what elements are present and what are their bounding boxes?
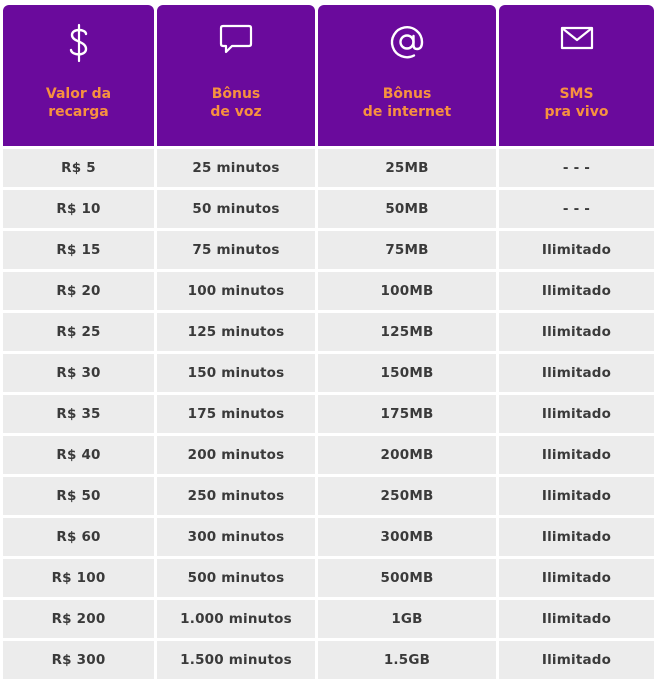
table-header xyxy=(3,5,657,146)
cell-internet: 100MB xyxy=(318,272,496,310)
cell-valor: R$ 25 xyxy=(3,313,154,351)
cell-sms: Ilimitado xyxy=(499,518,654,556)
cell-sms: Ilimitado xyxy=(499,641,654,679)
table-row xyxy=(3,190,657,228)
cell-voz: 1.500 minutos xyxy=(157,641,315,679)
cell-voz: 125 minutos xyxy=(157,313,315,351)
cell-sms: Ilimitado xyxy=(499,395,654,433)
cell-sms: - - - xyxy=(499,149,654,187)
cell-internet: 25MB xyxy=(318,149,496,187)
cell-valor: R$ 300 xyxy=(3,641,154,679)
recharge-table xyxy=(3,5,657,679)
cell-valor: R$ 200 xyxy=(3,600,154,638)
header-label: Bônus de voz xyxy=(210,86,262,120)
cell-voz: 75 minutos xyxy=(157,231,315,269)
cell-valor: R$ 30 xyxy=(3,354,154,392)
cell-internet: 50MB xyxy=(318,190,496,228)
cell-voz: 200 minutos xyxy=(157,436,315,474)
cell-valor: R$ 50 xyxy=(3,477,154,515)
cell-valor: R$ 15 xyxy=(3,231,154,269)
cell-sms: Ilimitado xyxy=(499,436,654,474)
cell-voz: 175 minutos xyxy=(157,395,315,433)
table-row xyxy=(3,436,657,474)
cell-internet: 300MB xyxy=(318,518,496,556)
cell-voz: 25 minutos xyxy=(157,149,315,187)
table-row xyxy=(3,559,657,597)
table-row xyxy=(3,600,657,638)
table-row xyxy=(3,477,657,515)
cell-sms: Ilimitado xyxy=(499,477,654,515)
cell-internet: 1GB xyxy=(318,600,496,638)
cell-sms: Ilimitado xyxy=(499,354,654,392)
cell-voz: 50 minutos xyxy=(157,190,315,228)
table-row xyxy=(3,395,657,433)
cell-sms: Ilimitado xyxy=(499,313,654,351)
table-row xyxy=(3,272,657,310)
cell-voz: 300 minutos xyxy=(157,518,315,556)
header-valor-recarga xyxy=(3,5,154,146)
table-row xyxy=(3,149,657,187)
cell-internet: 150MB xyxy=(318,354,496,392)
table-row xyxy=(3,354,657,392)
cell-valor: R$ 40 xyxy=(3,436,154,474)
cell-internet: 1.5GB xyxy=(318,641,496,679)
cell-internet: 125MB xyxy=(318,313,496,351)
cell-voz: 250 minutos xyxy=(157,477,315,515)
table-row xyxy=(3,231,657,269)
header-sms xyxy=(499,5,654,146)
table-row xyxy=(3,641,657,679)
dollar-icon xyxy=(67,23,91,83)
header-label: Bônus de internet xyxy=(362,86,452,120)
cell-voz: 1.000 minutos xyxy=(157,600,315,638)
cell-valor: R$ 10 xyxy=(3,190,154,228)
cell-internet: 75MB xyxy=(318,231,496,269)
header-label: Valor da recarga xyxy=(45,86,112,120)
table-row xyxy=(3,313,657,351)
cell-valor: R$ 100 xyxy=(3,559,154,597)
cell-voz: 150 minutos xyxy=(157,354,315,392)
cell-valor: R$ 35 xyxy=(3,395,154,433)
cell-valor: R$ 5 xyxy=(3,149,154,187)
cell-sms: Ilimitado xyxy=(499,559,654,597)
header-bonus-internet xyxy=(318,5,496,146)
cell-sms: - - - xyxy=(499,190,654,228)
envelope-icon xyxy=(559,23,595,83)
table-row xyxy=(3,518,657,556)
cell-internet: 175MB xyxy=(318,395,496,433)
cell-internet: 200MB xyxy=(318,436,496,474)
header-label: SMS pra vivo xyxy=(544,86,609,120)
at-sign-icon xyxy=(388,23,426,83)
cell-voz: 100 minutos xyxy=(157,272,315,310)
chat-bubble-icon xyxy=(218,23,254,83)
cell-sms: Ilimitado xyxy=(499,231,654,269)
cell-valor: R$ 20 xyxy=(3,272,154,310)
cell-internet: 500MB xyxy=(318,559,496,597)
cell-voz: 500 minutos xyxy=(157,559,315,597)
cell-sms: Ilimitado xyxy=(499,600,654,638)
cell-internet: 250MB xyxy=(318,477,496,515)
cell-valor: R$ 60 xyxy=(3,518,154,556)
table-body xyxy=(3,149,657,679)
cell-sms: Ilimitado xyxy=(499,272,654,310)
header-bonus-voz xyxy=(157,5,315,146)
